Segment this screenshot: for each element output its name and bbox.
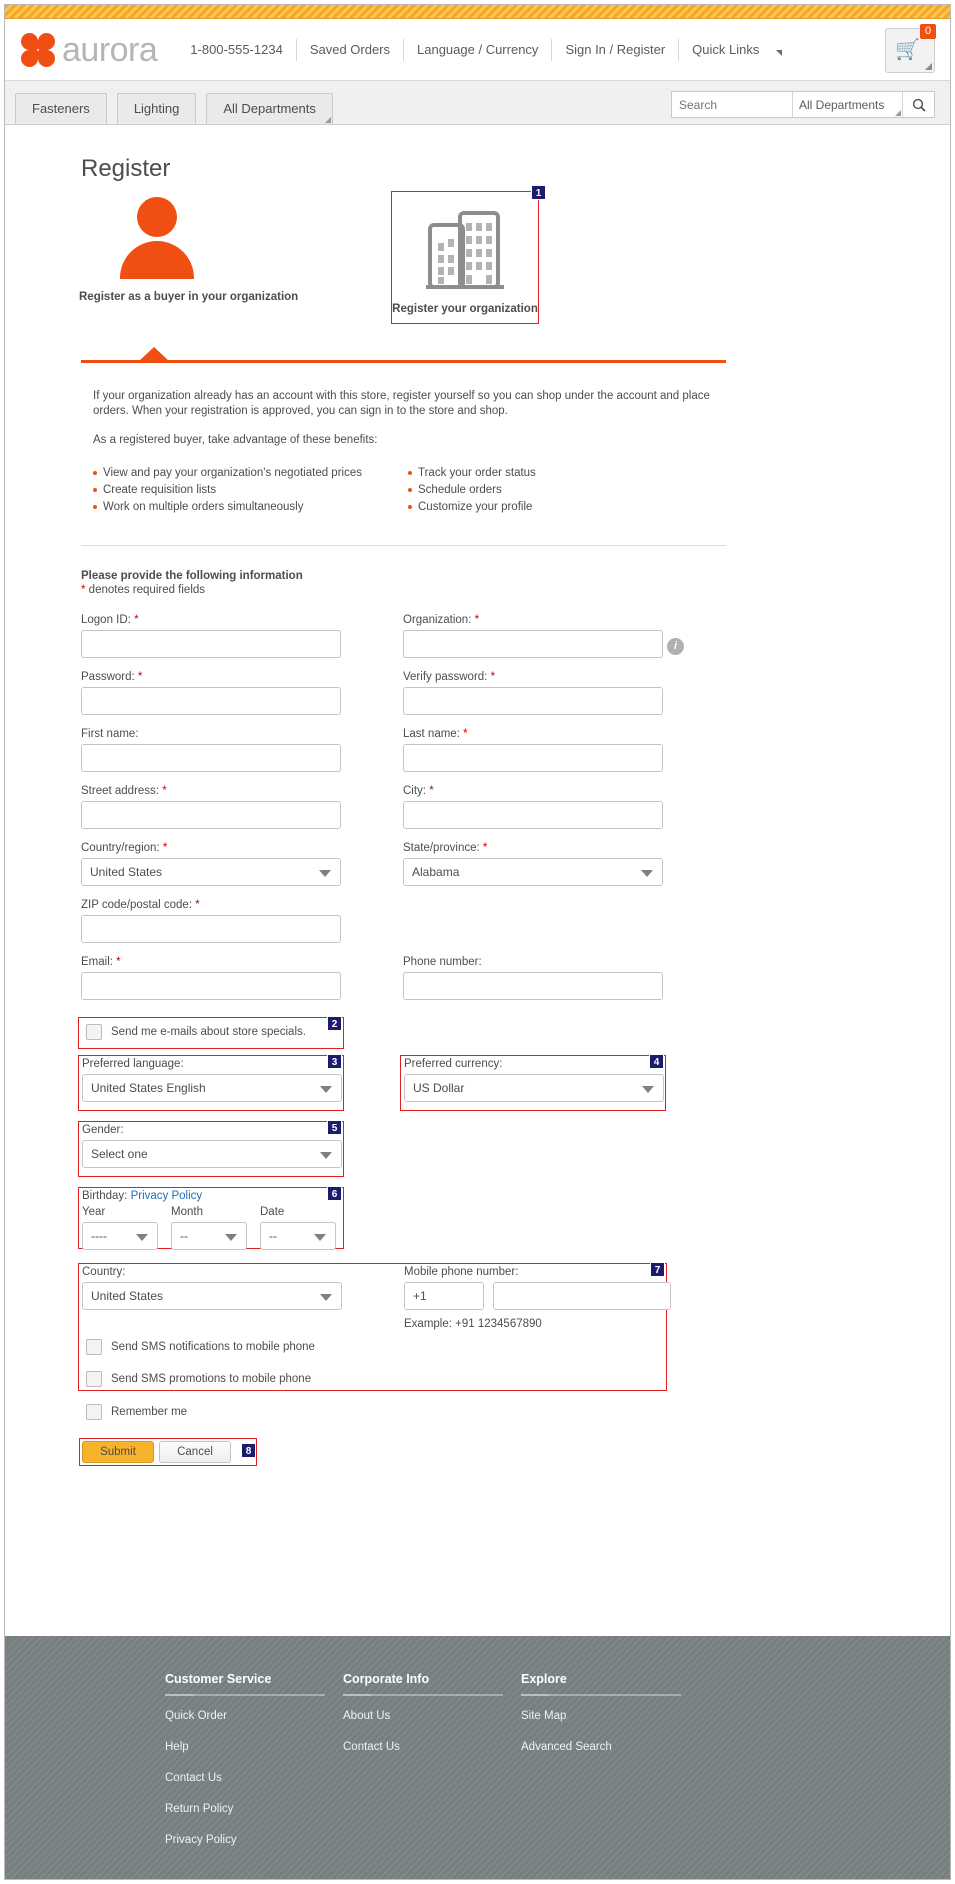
- logon-id-input[interactable]: [81, 630, 341, 658]
- preferred-currency-select[interactable]: [404, 1074, 664, 1102]
- nav-tab-fasteners[interactable]: Fasteners: [15, 93, 107, 124]
- chevron-down-icon: [319, 870, 331, 877]
- selected-value: Alabama: [412, 865, 460, 879]
- selected-value: United States: [90, 865, 163, 879]
- field-preferred-currency: [404, 1058, 664, 1102]
- footer-column-title: Corporate Info: [343, 1672, 430, 1686]
- form-row: [5, 671, 950, 728]
- last-name-input[interactable]: [403, 744, 663, 772]
- search-scope-label: All Departments: [799, 97, 885, 112]
- intro-text: [93, 389, 723, 448]
- checkbox-label: Send SMS promotions to mobile phone: [111, 1373, 312, 1385]
- checkbox-label: Send me e-mails about store specials.: [111, 1026, 306, 1038]
- nav-tab-all-departments-label: All Departments: [223, 101, 316, 116]
- site-logo[interactable]: [21, 30, 158, 69]
- phone-number-input[interactable]: [403, 972, 663, 1000]
- logo-text: aurora: [62, 30, 158, 69]
- footer-column-title: Customer Service: [165, 1672, 272, 1686]
- field-label: Year: [82, 1206, 106, 1218]
- benefits-column-left: [93, 466, 408, 517]
- annotation-badge-2: 2: [327, 1016, 342, 1031]
- checkbox-sms-promotions[interactable]: [86, 1371, 311, 1387]
- selected-value: Select one: [91, 1147, 148, 1161]
- cart-count-badge: 0: [920, 24, 936, 39]
- form-heading: Please provide the following information: [81, 570, 303, 582]
- search-input[interactable]: [672, 92, 792, 117]
- field-email: [81, 956, 341, 1000]
- selected-value: --: [180, 1229, 188, 1243]
- footer-column-customer-service: [165, 1672, 343, 1865]
- field-birthday-year: [82, 1206, 158, 1250]
- field-label: Verify password: *: [403, 671, 496, 683]
- mobile-prefix-value: +1: [413, 1289, 427, 1303]
- country-region-select[interactable]: [81, 858, 341, 886]
- form-row: [5, 728, 950, 785]
- field-verify-password: [403, 671, 663, 715]
- selected-value: ----: [91, 1229, 107, 1243]
- annotation-badge-8: 8: [241, 1443, 256, 1458]
- footer-link-about-us[interactable]: About Us: [343, 1710, 391, 1722]
- field-label: Month: [171, 1206, 203, 1218]
- annotation-badge-5: 5: [327, 1120, 342, 1135]
- list-item: Create requisition lists: [93, 483, 408, 497]
- state-province-select[interactable]: [403, 858, 663, 886]
- intro-paragraph-2: As a registered buyer, take advantage of these benefits:: [93, 434, 378, 446]
- corner-marker-icon: [325, 117, 331, 123]
- building-icon: [420, 203, 510, 295]
- tab-register-buyer[interactable]: [79, 197, 299, 303]
- search-scope-select[interactable]: [792, 92, 902, 117]
- field-last-name: [403, 728, 663, 772]
- register-type-tabs: [5, 188, 950, 367]
- info-icon[interactable]: i: [667, 638, 684, 655]
- field-label: Preferred language:: [82, 1058, 184, 1070]
- field-label: State/province: *: [403, 842, 488, 854]
- page-title: Register: [81, 155, 171, 182]
- chevron-down-icon: [320, 1152, 332, 1159]
- annotation-badge-3: 3: [327, 1054, 342, 1069]
- gender-select[interactable]: [82, 1140, 342, 1168]
- field-country-region: [81, 842, 341, 886]
- form-row: [5, 614, 950, 671]
- verify-password-input[interactable]: [403, 687, 663, 715]
- organization-input[interactable]: [403, 630, 663, 658]
- footer-link-advanced-search[interactable]: Advanced Search: [521, 1741, 612, 1753]
- registration-form: [5, 614, 950, 1492]
- footer-link-privacy-policy[interactable]: Privacy Policy: [165, 1834, 237, 1846]
- header-link-saved-orders[interactable]: Saved Orders: [309, 42, 391, 57]
- tab-underline: [81, 360, 726, 363]
- checkbox-remember-me[interactable]: [86, 1404, 187, 1420]
- tab-register-organization-label: Register your organization: [392, 303, 538, 315]
- zip-input[interactable]: [81, 915, 341, 943]
- required-star: *: [81, 584, 86, 596]
- selected-value: United States English: [91, 1081, 206, 1095]
- field-label: Street address: *: [81, 785, 167, 797]
- footer-link-return-policy[interactable]: Return Policy: [165, 1803, 234, 1815]
- list-item: Schedule orders: [408, 483, 723, 497]
- section-divider: [81, 545, 726, 546]
- field-preferred-language: [82, 1058, 342, 1102]
- chevron-down-icon: [642, 1086, 654, 1093]
- site-footer: [5, 1636, 950, 1879]
- selected-value: United States: [91, 1289, 164, 1303]
- birthday-label: Birthday:: [82, 1190, 128, 1202]
- annotation-badge-1: 1: [531, 185, 546, 200]
- mobile-example-text: Example: +91 1234567890: [404, 1318, 542, 1330]
- checkbox-icon[interactable]: [86, 1024, 102, 1040]
- field-label: Date: [260, 1206, 285, 1218]
- field-birthday-date: [260, 1206, 336, 1250]
- list-item: Track your order status: [408, 466, 723, 480]
- department-nav: [5, 81, 950, 125]
- header-quick-links[interactable]: [679, 42, 782, 57]
- chevron-down-icon: [136, 1234, 148, 1241]
- footer-link-quick-order[interactable]: Quick Order: [165, 1710, 227, 1722]
- form-row: [5, 899, 950, 956]
- cart-button[interactable]: [885, 25, 935, 73]
- nav-tab-lighting[interactable]: Lighting: [117, 93, 197, 124]
- form-row: [5, 785, 950, 842]
- site-header: [5, 19, 950, 81]
- email-input[interactable]: [81, 972, 341, 1000]
- checkbox-icon[interactable]: [86, 1371, 102, 1387]
- benefits-list: [93, 466, 723, 517]
- field-birthday-month: [171, 1206, 247, 1250]
- annotation-badge-7: 7: [650, 1262, 665, 1277]
- checkbox-label: Send SMS notifications to mobile phone: [111, 1341, 315, 1353]
- top-accent-bar: [5, 5, 950, 19]
- footer-link-site-map[interactable]: Site Map: [521, 1710, 567, 1722]
- field-label: Mobile phone number:: [404, 1266, 519, 1278]
- divider: [165, 1694, 325, 1696]
- list-item: Work on multiple orders simultaneously: [93, 500, 408, 514]
- field-first-name: [81, 728, 341, 772]
- submit-button[interactable]: Submit: [82, 1441, 154, 1463]
- footer-column-title: Explore: [521, 1672, 567, 1686]
- field-label: Preferred currency:: [404, 1058, 503, 1070]
- street-address-input[interactable]: [81, 801, 341, 829]
- list-item: View and pay your organization's negotiated prices: [93, 466, 408, 480]
- field-birthday: [82, 1190, 336, 1250]
- divider: [343, 1694, 503, 1696]
- footer-link-contact-us[interactable]: Contact Us: [165, 1772, 222, 1784]
- field-phone-number: [403, 956, 663, 1000]
- field-label: First name:: [81, 728, 139, 740]
- field-street-address: [81, 785, 341, 829]
- field-password: [81, 671, 341, 715]
- checkbox-icon[interactable]: [86, 1404, 102, 1420]
- shopping-cart-icon: 🛒: [895, 39, 920, 61]
- quick-links-label[interactable]: Quick Links: [692, 42, 760, 57]
- field-label: Last name: *: [403, 728, 468, 740]
- chevron-down-icon: [641, 870, 653, 877]
- annotation-badge-6: 6: [327, 1186, 342, 1201]
- chevron-down-icon: [320, 1294, 332, 1301]
- city-input[interactable]: [403, 801, 663, 829]
- field-state-province: [403, 842, 663, 886]
- header-phone[interactable]: 1-800-555-1234: [190, 42, 283, 57]
- corner-marker-icon: [925, 63, 932, 70]
- checkbox-store-specials[interactable]: [86, 1024, 306, 1040]
- chevron-down-icon: [320, 1086, 332, 1093]
- field-label: Gender:: [82, 1124, 124, 1136]
- checkbox-icon[interactable]: [86, 1339, 102, 1355]
- field-label: Organization: *: [403, 614, 480, 626]
- chevron-down-icon: [314, 1234, 326, 1241]
- flower-logo-icon: [21, 33, 55, 67]
- field-gender: [82, 1124, 342, 1168]
- mobile-number-input[interactable]: [493, 1282, 671, 1310]
- nav-tab-all-departments[interactable]: [206, 93, 332, 124]
- benefits-column-right: [408, 466, 723, 517]
- search-icon: [912, 98, 926, 112]
- first-name-input[interactable]: [81, 744, 341, 772]
- header-link-language-currency[interactable]: Language / Currency: [417, 42, 539, 57]
- cancel-button[interactable]: Cancel: [159, 1441, 231, 1463]
- main-content: [5, 155, 950, 1492]
- form-heading-block: [81, 570, 950, 596]
- intro-paragraph-1: If your organization already has an account with this store, register yourself so you can shop under the account and place orders. When your registration is approved, you can sign in to the store and shop.: [93, 390, 710, 417]
- checkbox-label: Remember me: [111, 1406, 188, 1418]
- tab-active-arrow-icon: [139, 347, 169, 361]
- annotation-badge-4: 4: [649, 1054, 664, 1069]
- list-item: Customize your profile: [408, 500, 723, 514]
- field-mobile-country: [82, 1266, 342, 1310]
- footer-column-explore: [521, 1672, 699, 1865]
- field-organization: [403, 614, 663, 658]
- form-row: [5, 956, 950, 1013]
- mobile-prefix-input[interactable]: [404, 1282, 484, 1310]
- footer-column-corporate-info: [343, 1672, 521, 1865]
- field-zip: [81, 899, 341, 943]
- field-logon-id: [81, 614, 341, 658]
- required-note-text: denotes required fields: [85, 584, 206, 596]
- field-label: Phone number:: [403, 956, 482, 968]
- field-label: Password: *: [81, 671, 143, 683]
- mobile-country-select[interactable]: [82, 1282, 342, 1310]
- person-icon: [101, 197, 211, 283]
- password-input[interactable]: [81, 687, 341, 715]
- field-label: Country:: [82, 1266, 126, 1278]
- preferred-language-select[interactable]: [82, 1074, 342, 1102]
- footer-link-help[interactable]: Help: [165, 1741, 189, 1753]
- field-label: ZIP code/postal code: *: [81, 899, 200, 911]
- birthday-month-select[interactable]: [171, 1222, 247, 1250]
- birthday-year-select[interactable]: [82, 1222, 158, 1250]
- checkbox-sms-notifications[interactable]: [86, 1339, 315, 1355]
- field-mobile-phone: [404, 1266, 671, 1330]
- chevron-down-icon: [225, 1234, 237, 1241]
- header-link-sign-in-register[interactable]: Sign In / Register: [565, 42, 666, 57]
- field-label: City: *: [403, 785, 434, 797]
- tab-register-organization[interactable]: [391, 188, 542, 324]
- header-links: [177, 39, 782, 61]
- privacy-policy-link[interactable]: Privacy Policy: [130, 1190, 203, 1202]
- field-label: Email: *: [81, 956, 121, 968]
- chevron-down-icon: [776, 50, 782, 56]
- selected-value: --: [269, 1229, 277, 1243]
- browser-page: [4, 4, 951, 1880]
- birthday-date-select[interactable]: [260, 1222, 336, 1250]
- form-required-note: [81, 584, 950, 596]
- corner-marker-icon: [895, 110, 901, 116]
- birthday-label-row: [82, 1190, 336, 1202]
- field-label: Country/region: *: [81, 842, 168, 854]
- search-bar: [671, 91, 935, 118]
- tab-register-buyer-label: Register as a buyer in your organization: [79, 291, 299, 303]
- form-row: [5, 842, 950, 899]
- field-label: Logon ID: *: [81, 614, 139, 626]
- footer-link-contact-us[interactable]: Contact Us: [343, 1741, 400, 1753]
- divider: [521, 1694, 681, 1696]
- search-button[interactable]: [902, 92, 934, 117]
- field-city: [403, 785, 663, 829]
- selected-value: US Dollar: [413, 1081, 465, 1095]
